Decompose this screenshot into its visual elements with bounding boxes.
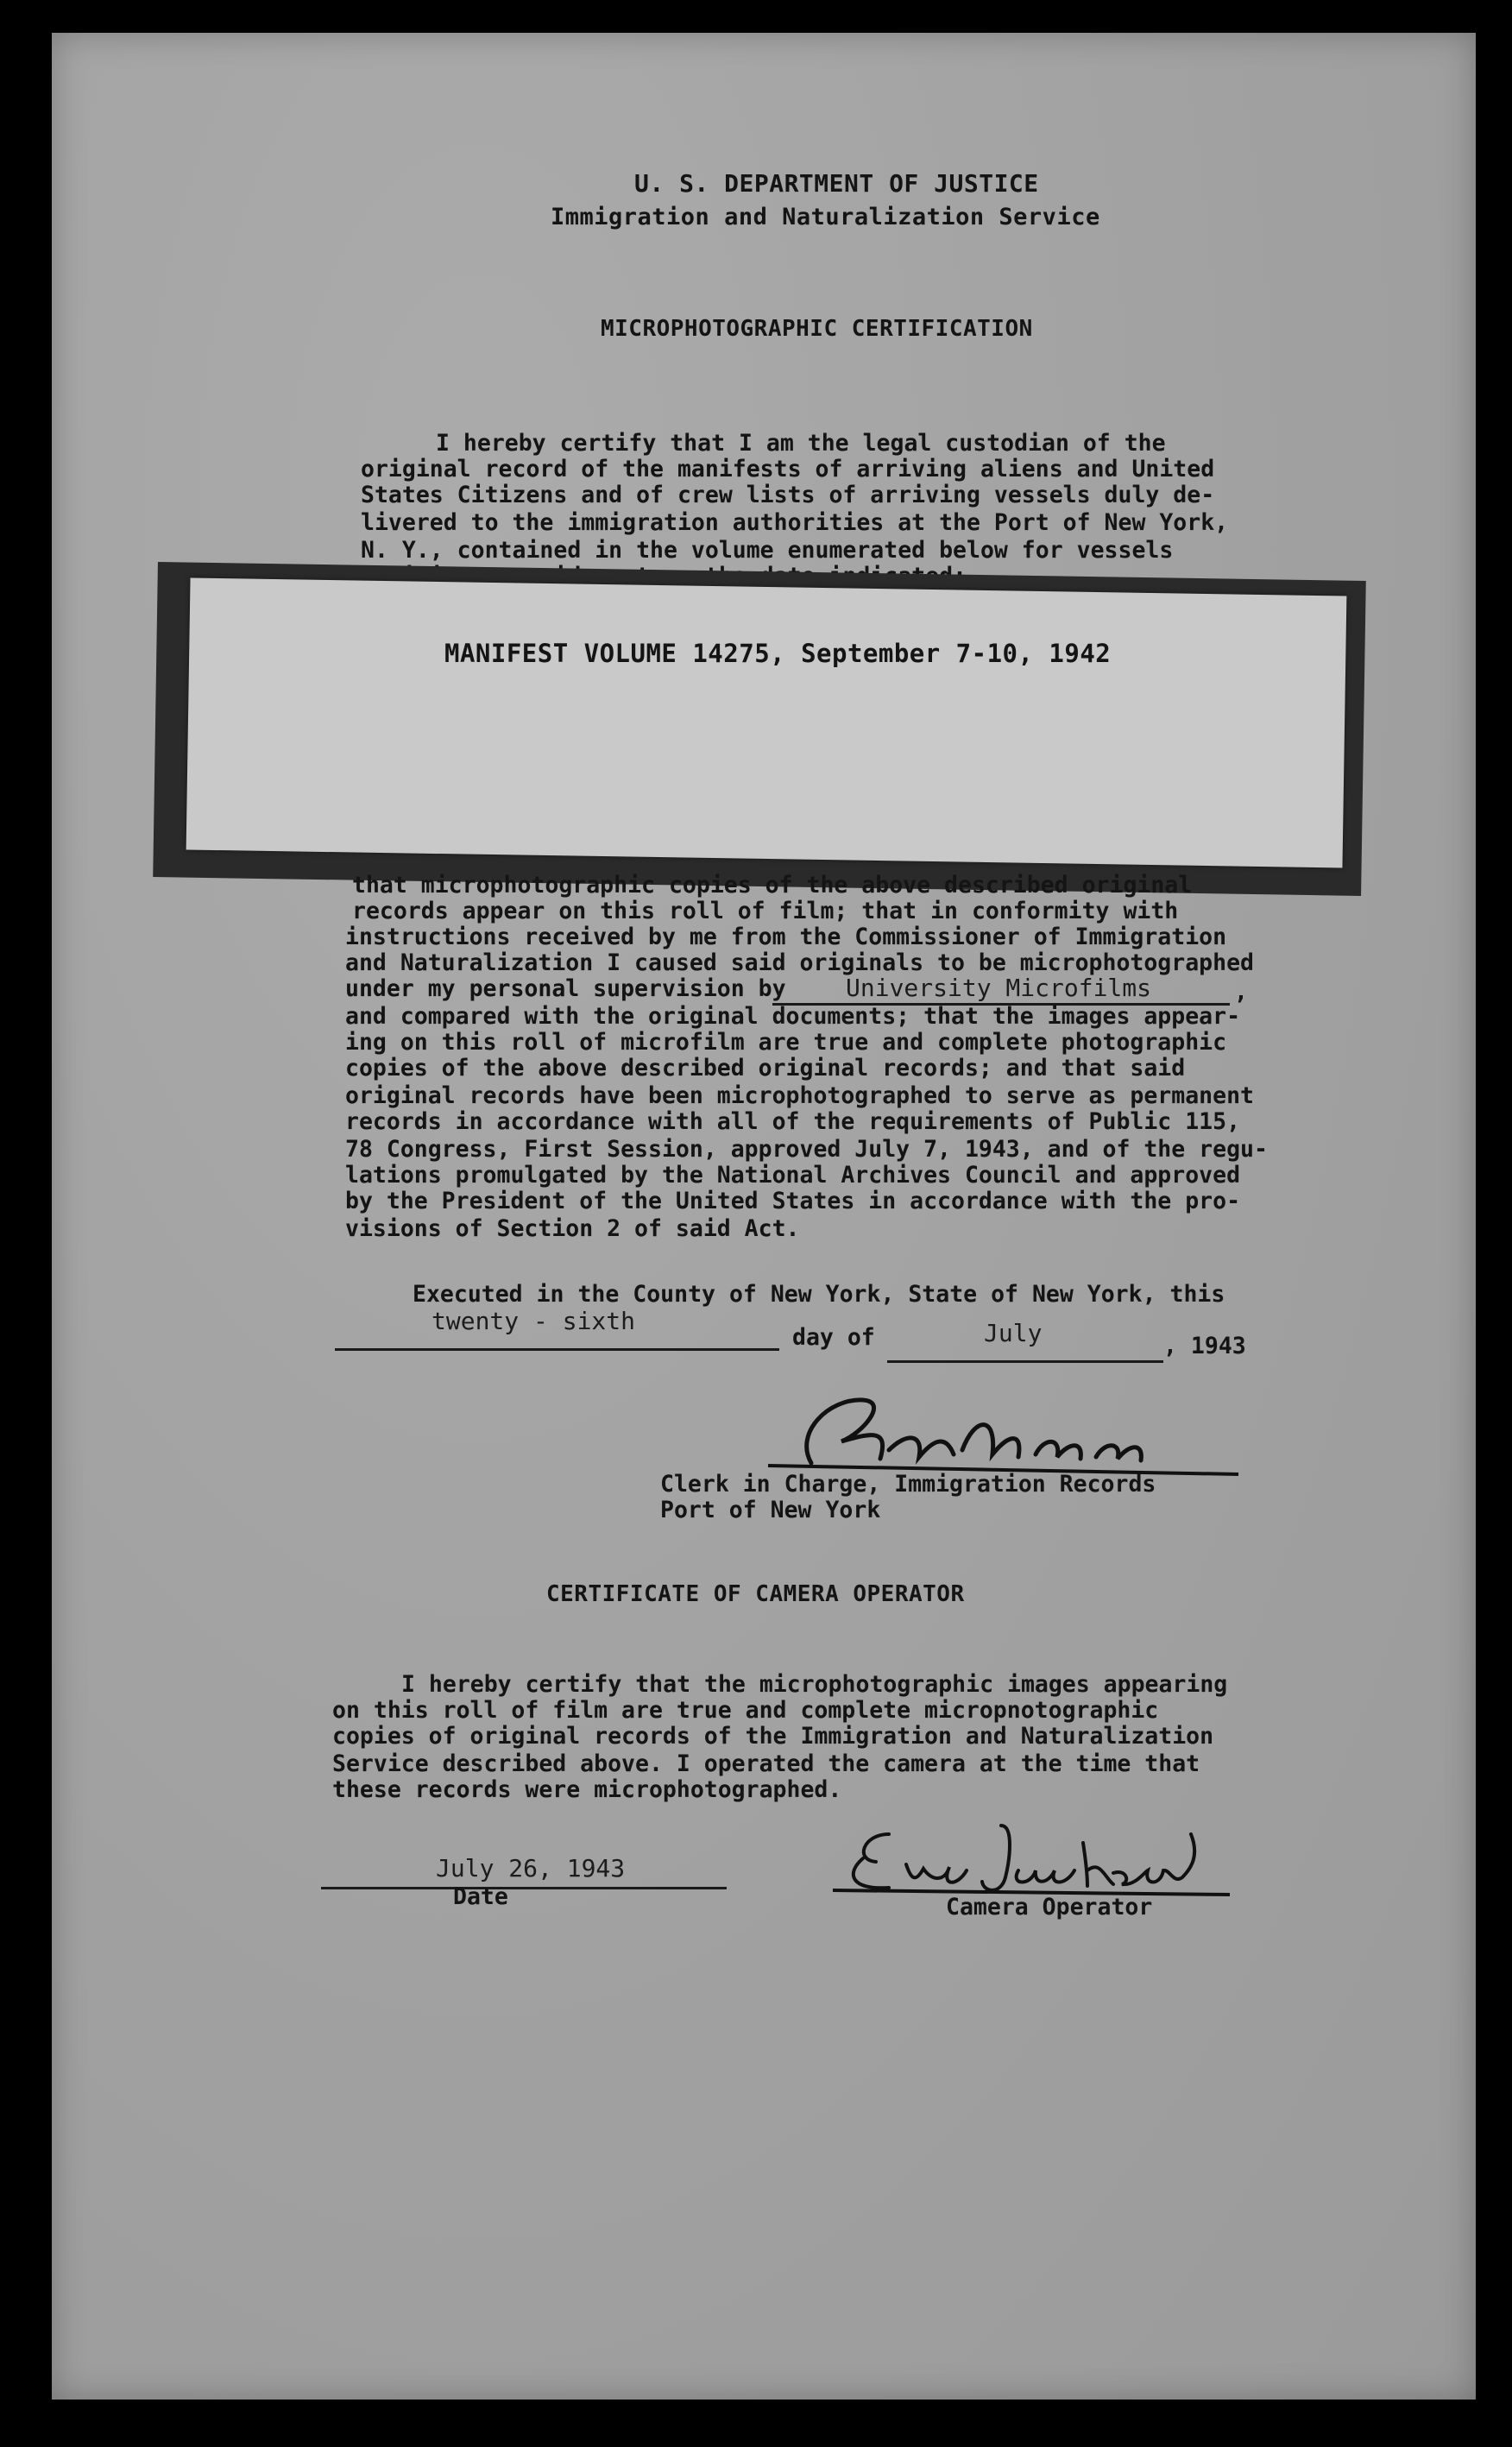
executed-statement: Executed in the County of New York, State of New York, this (413, 1281, 1225, 1308)
paragraph-line: ing on this roll of microfilm are true and complete photographic (345, 1029, 1227, 1056)
supervisor-name: University Microfilms (846, 974, 1152, 1002)
paragraph-line: I hereby certify that the microphotographic images appearing (401, 1671, 1228, 1698)
clerk-signature (759, 1381, 1243, 1485)
execution-day: twenty - sixth (432, 1307, 636, 1335)
service-heading: Immigration and Naturalization Service (551, 204, 1100, 230)
paragraph-line: original records have been microphotographed to serve as permanent (345, 1082, 1254, 1109)
paragraph-line: that microphotographic copies of the above described original (352, 872, 1193, 899)
paragraph-line: on this roll of film are true and complete micropnotographic (332, 1697, 1159, 1724)
paragraph-line: I hereby certify that I am the legal custodian of the (436, 430, 1166, 457)
certification-title: MICROPHOTOGRAPHIC CERTIFICATION (601, 316, 1033, 342)
certification-date: July 26, 1943 (436, 1854, 626, 1883)
volume-strip (186, 577, 1347, 867)
date-underline (321, 1887, 727, 1889)
paragraph-line: copies of the above described original records; and that said (345, 1055, 1186, 1082)
paragraph-line: instructions received by me from the Commissioner of Immigration (345, 924, 1227, 950)
day-of-label: day of (792, 1324, 875, 1351)
execution-year: , 1943 (1163, 1333, 1246, 1359)
paragraph-line: livered to the immigration authorities at the Port of New York, (361, 509, 1229, 536)
paragraph-line: States Citizens and of crew lists of arriving vessels duly de- (361, 482, 1215, 508)
paragraph-line: these records were microphotographed. (332, 1776, 842, 1803)
paragraph-line: 78 Congress, First Session, approved July 7, 1943, and of the regu- (345, 1136, 1268, 1163)
paragraph-line: Service described above. I operated the camera at the time that (332, 1750, 1200, 1777)
day-underline (335, 1348, 779, 1351)
paragraph-line: and Naturalization I caused said originals to be microphotographed (345, 949, 1254, 976)
date-label: Date (453, 1883, 508, 1910)
paragraph-line: by the President of the United States in accordance with the pro- (345, 1188, 1241, 1214)
camera-operator-title: CERTIFICATE OF CAMERA OPERATOR (546, 1581, 965, 1607)
paragraph-line: visions of Section 2 of said Act. (345, 1215, 800, 1242)
paragraph-line: under my personal supervision by (345, 975, 786, 1002)
paragraph-line: lations promulgated by the National Archives Council and approved (345, 1162, 1241, 1189)
paragraph-line: records appear on this roll of film; that in conformity with (352, 898, 1179, 924)
supervisor-comma: , (1234, 979, 1248, 1006)
department-heading: U. S. DEPARTMENT OF JUSTICE (634, 169, 1039, 198)
paragraph-line: records in accordance with all of the requirements of Public 115, (345, 1108, 1241, 1135)
execution-month: July (984, 1319, 1043, 1347)
paragraph-line: N. Y., contained in the volume enumerated below for vessels (361, 537, 1174, 564)
paragraph-line: and compared with the original documents; that the images appear- (345, 1003, 1241, 1030)
month-underline (887, 1360, 1163, 1363)
manifest-volume-label: MANIFEST VOLUME 14275, September 7-10, 1942 (444, 639, 1112, 668)
paragraph-line: original record of the manifests of arriving aliens and United (361, 456, 1215, 482)
signature-label: Camera Operator (946, 1894, 1153, 1920)
paragraph-line: copies of original records of the Immigration and Naturalization (332, 1723, 1214, 1750)
clerk-place: Port of New York (660, 1497, 881, 1523)
clerk-title: Clerk in Charge, Immigration Records (660, 1471, 1156, 1498)
